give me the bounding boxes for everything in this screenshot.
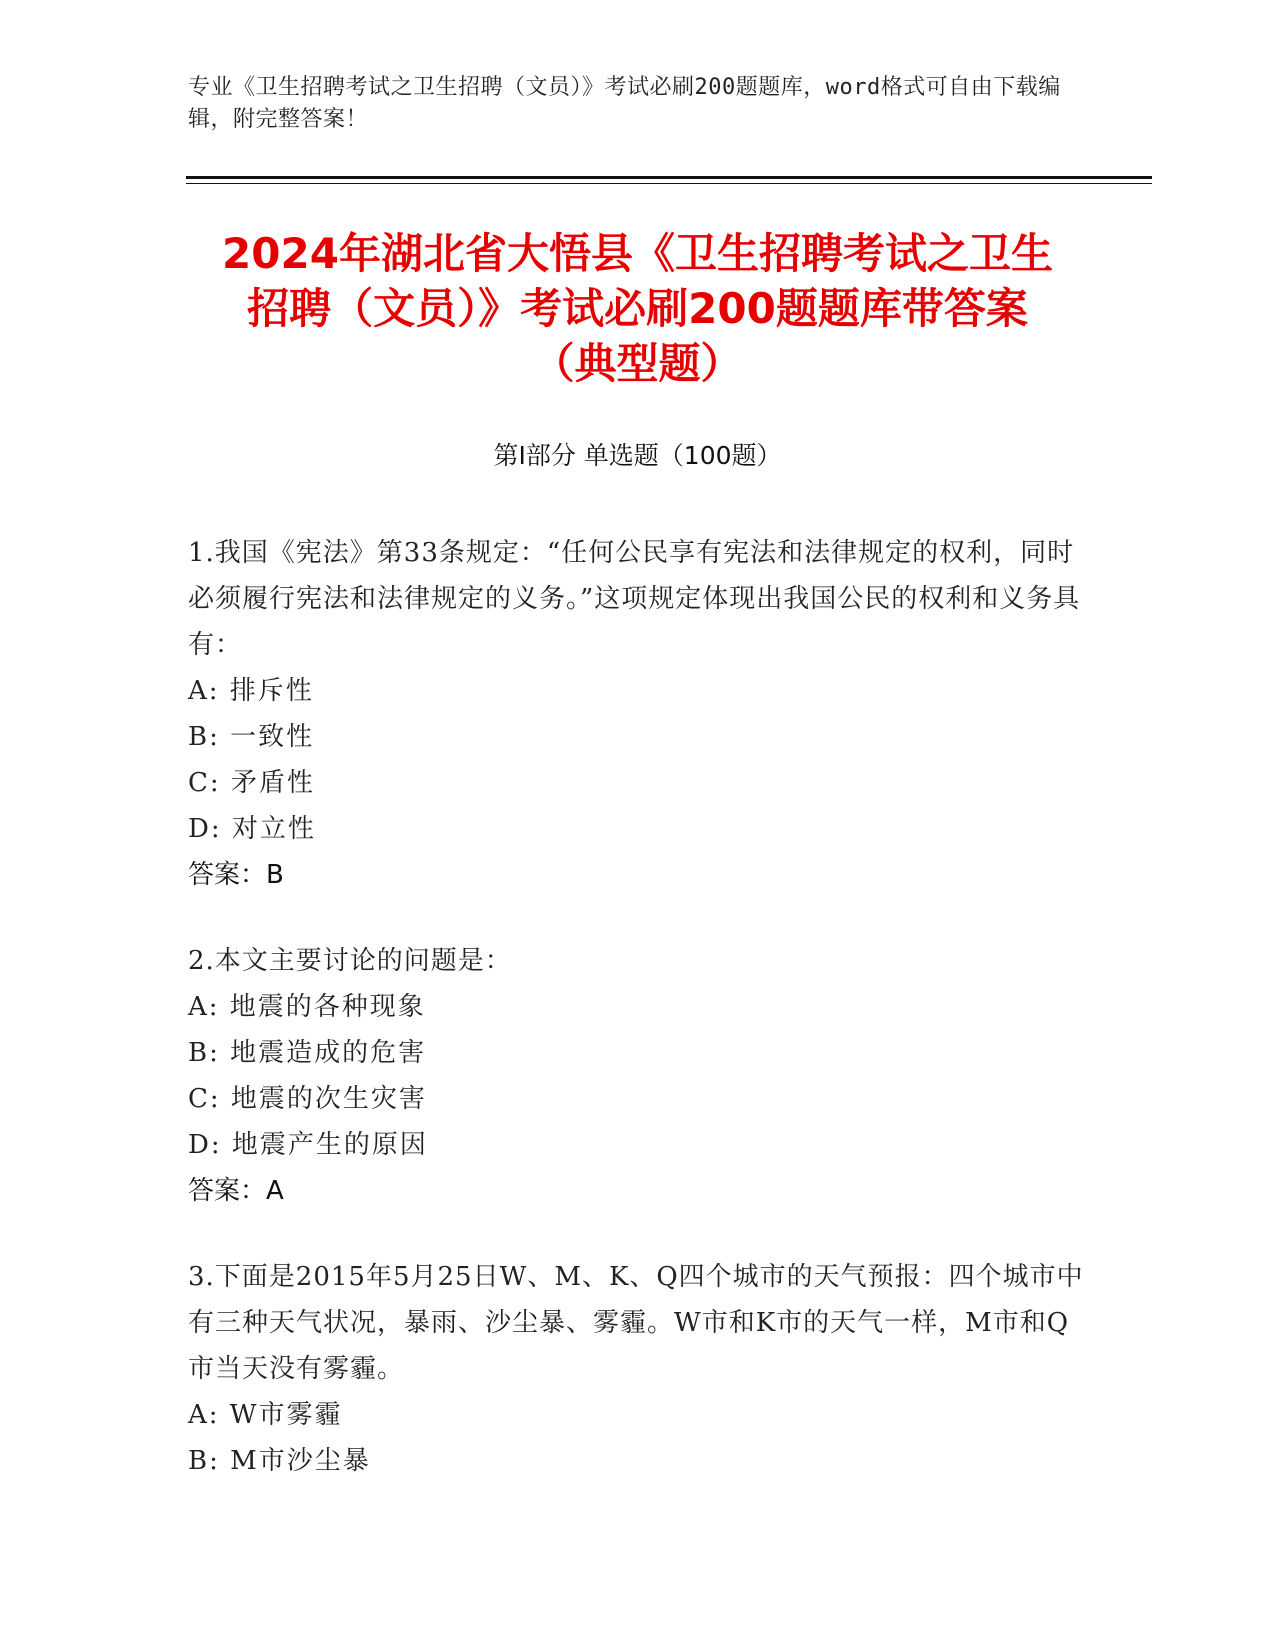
option-b: B: 一致性 — [188, 722, 315, 752]
answer: 答案：B — [188, 860, 284, 890]
option-b: B: M市沙尘暴 — [188, 1446, 371, 1476]
question-3 — [188, 1254, 1088, 1484]
question-stem: 3.下面是2015年5月25日W、M、K、Q四个城市的天气预报：四个城市中有三种天气状况，暴雨、沙尘暴、雾霾。W市和K市的天气一样，M市和Q市当天没有雾霾。 — [188, 1262, 1084, 1384]
option-d: D: 对立性 — [188, 814, 316, 844]
answer: 答案：A — [188, 1176, 284, 1206]
title-line-2: 招聘（文员）》考试必刷200题题库带答案 — [247, 284, 1028, 333]
option-b: B: 地震造成的危害 — [188, 1038, 427, 1068]
header-rule-thin — [186, 183, 1152, 184]
option-d: D: 地震产生的原因 — [188, 1130, 428, 1160]
question-stem: 2.本文主要讨论的问题是： — [188, 946, 512, 976]
header-rule-thick — [186, 176, 1152, 179]
question-1 — [188, 530, 1088, 898]
question-2 — [188, 938, 1088, 1214]
option-a: A: W市雾霾 — [188, 1400, 343, 1430]
document-title — [150, 226, 1125, 391]
option-a: A: 地震的各种现象 — [188, 992, 426, 1022]
option-c: C: 地震的次生灾害 — [188, 1084, 427, 1114]
section-title: 第Ⅰ部分 单选题（100题） — [493, 441, 782, 470]
header-note: 专业《卫生招聘考试之卫生招聘（文员）》考试必刷200题题库，word格式可自由下载编辑，附完整答案！ — [188, 75, 1061, 132]
title-line-3: （典型题） — [532, 339, 743, 388]
question-list — [188, 530, 1088, 1524]
option-c: C: 矛盾性 — [188, 768, 315, 798]
title-line-1: 2024年湖北省大悟县《卫生招聘考试之卫生 — [222, 229, 1053, 278]
option-a: A: 排斥性 — [188, 676, 314, 706]
question-stem: 1.我国《宪法》第33条规定：“任何公民享有宪法和法律规定的权利，同时必须履行宪法和法律规定的义务。”这项规定体现出我国公民的权利和义务具有： — [188, 538, 1081, 660]
